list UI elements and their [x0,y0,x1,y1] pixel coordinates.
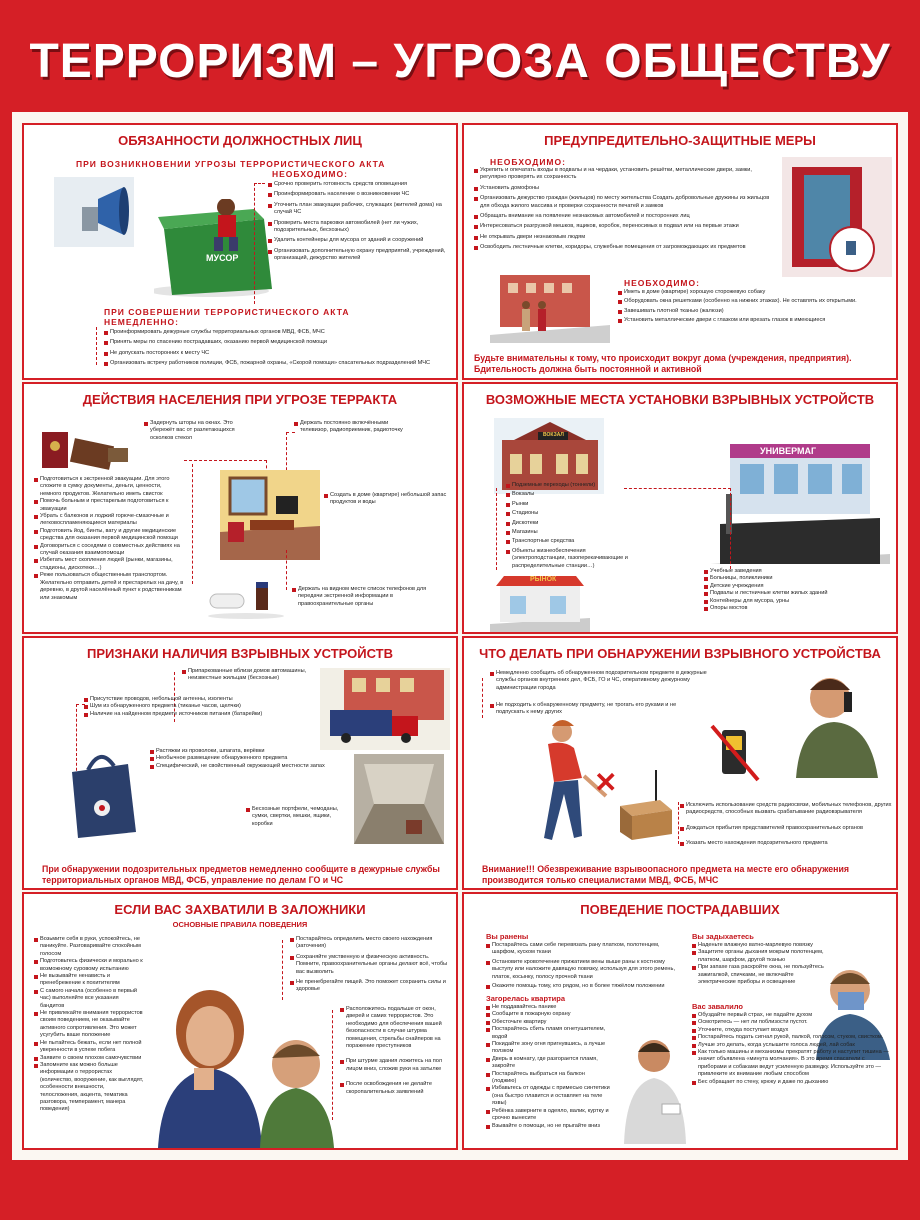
list-item: Держать постоянно включёнными телевизор, радиоприемник, радиоточку [294,420,404,435]
smoke-heading: Вы задыхаетесь [692,932,754,941]
list-item: Остановите кровотечение прижатием вены выше раны к костному выступу или наложите давящую повязку, используя для этого ремень, платок, косынку, полосу прочной ткани [486,959,682,981]
device-features [84,696,264,718]
bags-text [246,806,346,828]
necessary-label: НЕОБХОДИМО: [272,169,348,179]
list-item: Объекты жизнеобеспечения (электроподстанции, газоперекачивающие и распределительные станции…) [506,548,636,570]
list-item: Не поддавайтесь панике [486,1004,610,1011]
list-item: При запахе газа раскройте окна, не пользуйтесь зажигалкой, спичками, не включайте электрические приборы и освещение [692,964,832,986]
list-item: Убрать с балконов и лоджий горюче-смазочные и легковоспламеняющиеся материалы [34,513,184,528]
list-item: Проинформировать население о возникновении ЧС [268,191,454,198]
list-item: Избавьтесь от одежды с примесью синтетики (она быстро плавится и оставляет на теле язвы) [486,1085,610,1107]
list-item: Не допускать посторонних к месту ЧС [104,350,454,357]
list-item: Постарайтесь выбраться на балкон (лоджию) [486,1071,610,1086]
list-item: Не привлекайте внимания террористов своим поведением, не оказывайте активного сопротивления. Это может усугубить ваше положение [34,1010,144,1040]
bottom-band [12,1162,908,1208]
list-item: Постарайтесь сами себе перевязать рану платком, полотенцем, шарфом, куском ткани [486,942,682,957]
list-item: Стадионы [506,510,636,517]
list-item: Припаркованные вблизи домов автомашины, неизвестные жильцам (бесхозные) [182,668,332,683]
connector-line [286,550,317,590]
rubble-heading: Вас завалило [692,1002,743,1011]
list-item: Принять меры по спасению пострадавших, оказанию первой медицинской помощи [104,339,454,346]
list-item: Срочно проверить готовность средств оповещения [268,181,454,188]
fire-heading: Загорелась квартира [486,994,565,1003]
list-item: После освобождения не делайте скоропалительных заявлений [340,1081,454,1096]
list-item: Специфический, не свойственный окружающей местности запах [150,763,330,770]
list-item: Помочь больным и престарелым подготовиться к эвакуации [34,498,184,513]
panel-victim-behaviour [462,892,898,1150]
list-item: Интересоваться разгрузкой мешков, ящиков, коробок, переносимых в подвал или на первые этажи [474,223,774,230]
loudspeaker-illustration [54,177,134,247]
list-item: Дискотеки [506,520,636,527]
no-phone-icon [710,722,760,782]
panel-subtitle: ОСНОВНЫЕ ПРАВИЛА ПОВЕДЕНИЯ [172,920,308,929]
panel-title: ПОВЕДЕНИЕ ПОСТРАДАВШИХ [580,902,780,917]
list-item: Сохраняйте умственную и физическую активность. Помните, правоохранительные органы делают всё, чтобы вас вызволить [290,954,454,976]
list-item: Дверь в комнату, где разгорается пламя, закройте [486,1056,610,1071]
door-intercom-illustration [782,157,892,277]
hostage-items-right-top [290,936,454,994]
list-item: Уточните, откуда поступает воздух [692,1027,892,1034]
man-on-phone-illustration [786,668,886,778]
store-sign: УНИВЕРМАГ [760,446,817,456]
list-item: Осмотритесь — нет ли поблизости пустот. [692,1019,892,1026]
hostage-items-left [34,936,144,1114]
list-item: Постарайтесь сбить пламя огнетушителем, водой [486,1026,610,1041]
list-item: Немедленно сообщить об обнаруженном подозрительном предмете в дежурные службы органов внутренних дел, ФСБ, ГО и ЧС, оперативному дежурному администрации города [490,670,710,692]
panel-title: ВОЗМОЖНЫЕ МЕСТА УСТАНОВКИ ВЗРЫВНЫХ УСТРОЙСТВ [485,392,875,407]
list-item: Рынки [506,501,636,508]
list-item: Иметь в доме (квартире) хорошую сторожевую собаку [618,289,894,296]
list-item: Подготовьтесь физически и морально к возможному суровому испытанию [34,958,144,973]
list-item: Договориться с соседями о совместных действиях на случай оказания взаимопомощи [34,543,184,558]
wounded-heading: Вы ранены [486,932,529,941]
iodine-bandage-illustration [206,580,286,620]
market-sign: РЫНОК [530,576,557,583]
rubble-items [692,1012,892,1086]
cars-text [182,668,332,683]
touch-text [490,702,680,717]
department-store-illustration [710,414,890,564]
list-item: Расположитесь подальше от окон, дверей и самих террористов. Это необходимо для обеспечения вашей безопасности в случае штурма помещения, стрельбы снайперов на поражение преступников [340,1006,454,1050]
title-band [12,12,908,110]
tv-text [294,420,404,435]
list-item: Создать в доме (квартире) небольшой запас продуктов и воды [324,492,450,507]
list-item: Окажите помощь тому, кто рядом, но в более тяжёлом положении [486,983,682,990]
list-item: Проверить места парковки автомобилей (нет ли чужих, подозрительных, бесхозных) [268,220,454,235]
list-item: Наденьте влажную ватно-марлевую повязку [692,942,832,949]
list-item: Подготовить йод, бинты, вату и другие медицинские средства для оказания первой медицинской помощи [34,528,184,543]
home-items [618,289,894,325]
connector-line [332,1010,341,1120]
list-item: Не вызывайте ненависть и пренебрежение к похитителям [34,973,144,988]
list-item: Дождаться прибытия представителей правоохранительных органов [680,825,894,832]
list-item: Удалить контейнеры для мусора от зданий и сооружений [268,237,454,244]
list-item: Лучше это делать, когда услышите голоса людей, лай собак [692,1042,892,1049]
list-item: Не пренебрегайте пищей. Это поможет сохранить силы и здоровье [290,979,454,994]
list-item: Указать место нахождения подозрительного предмета [680,840,894,847]
connector-line [184,464,193,584]
list-item: Бесхозные портфели, чемоданы, сумки, свертки, мешки, ящики, коробки [246,806,346,828]
report-text [490,670,710,692]
list-item: Не открывать двери незнакомым людям [474,234,774,241]
list-item: Наличие на найденном предмете источников питания (батарейки) [84,711,264,718]
wounded-items [486,942,682,990]
list-item: Освободить лестничные клетки, коридоры, служебные помещения от загромождающих их предметов [474,244,774,251]
list-item: Исключить использование средств радиосвязи, мобильных телефонов, других радиосредств, способных вызвать срабатывание радиовзрывателя [680,802,894,817]
list-item: С самого начала (особенно в первый час) выполняйте все указания бандитов [34,988,144,1010]
wire-features [150,748,330,770]
list-item: Организовать дежурство граждан (жильцов) по месту жительства Создать добровольные дружины из жильцов для обхода жилого массива и проверки сохранности печатей и замков [474,195,774,210]
list-item: Как только машины и механизмы прекратят работу и наступит тишина — значит объявлена «минута молчания». В это время спасатели с приборами и собаками ведут усиленную разведку. Используйте это — привлеките их внимание любым способом [692,1049,892,1079]
list-item: Задернуть шторы на окнах. Это убережёт вас от разлетающихся осколков стекол [144,420,254,442]
panel-explosive-locations [462,382,898,634]
list-item: Запомните как можно больше информации о террористах (количество, вооружение, как выглядят, особенности внешности, телосложения, акцента, тематика разговора, темперамент, манера поведения) [34,1062,144,1114]
places-right [704,568,894,612]
poster-title: ТЕРРОРИЗМ – УГРОЗА ОБЩЕСТВУ [29,34,891,88]
panel-title: ПРЕДУПРЕДИТЕЛЬНО-ЗАЩИТНЫЕ МЕРЫ [544,133,816,148]
bandaged-man-illustration [614,1034,690,1144]
panel-title: ОБЯЗАННОСТИ ДОЛЖНОСТНЫХ ЛИЦ [118,133,362,148]
fire-items [486,1004,610,1130]
hostage-items-right-low [340,1006,454,1096]
list-item: Присутствие проводов, небольшой антенны, изоленты [84,696,264,703]
list-item: Сообщите в пожарную охрану [486,1011,610,1018]
list-item: Держать на видном месте список телефонов для передачи экстренной информации в правоохранительные органы [292,586,432,608]
list-item: Постарайтесь подать сигнал рукой, палкой, голосом, стуком, свистком. [692,1034,892,1041]
panel-preventive-measures [462,123,898,380]
threat-subtitle: ПРИ ВОЗНИКНОВЕНИИ УГРОЗЫ ТЕРРОРИСТИЧЕСКОГО АКТА [76,159,386,169]
station-sign: ВОКЗАЛ [543,432,564,438]
vigilance-note: Будьте внимательны к тому, что происходит вокруг дома (учреждения, предприятия). Бдительность должна быть постоянной и активной [474,353,852,374]
parked-truck-illustration [320,668,450,750]
list-item: Вокзалы [506,491,636,498]
list-item: Укрепить и опечатать входы в подвалы и на чердаки, установить решётки, металлические двери, замки, регулярно проверять их сохранность [474,167,774,182]
list-item: Бес обращает по стену, крюку и даже по дыханию [692,1079,892,1086]
list-item: Организовать дополнительную охрану предприятий, учреждений, организаций, дежурство жителей [268,248,454,263]
list-item: Организовать встречу работников полиции, ФСБ, пожарной охраны, «Скорой помощи» спасательных подразделений МЧС [104,360,454,367]
warning-cross-icon: ✕ [594,767,618,798]
list-item: Опоры мостов [704,605,894,612]
evacuation-items [34,476,184,602]
list-item: Магазины [506,529,636,536]
list-item: Необычное размещение обнаруженного предмета [150,755,330,762]
necessary-label: НЕОБХОДИМО: [490,157,566,167]
list-item: Уточнить план эвакуации рабочих, служащих (жителей дома) на случай ЧС [268,202,454,217]
list-item: Подготовиться к экстренной эвакуации. Для этого сложите в сумку документы, деньги, ценности, немного продуктов. Желательно иметь свисток [34,476,184,498]
after-find-items [680,802,894,848]
act-subtitle: ПРИ СОВЕРШЕНИИ ТЕРРОРИСТИЧЕСКОГО АКТА [104,307,350,317]
list-item: Растяжки из проволоки, шпагата, верёвки [150,748,330,755]
list-item: При штурме здания ложитесь на пол лицом вниз, сложив руки на затылке [340,1058,454,1073]
panel-population-actions [22,382,458,634]
list-item: Возьмите себя в руки, успокойтесь, не паникуйте. Разговаривайте спокойным голосом [34,936,144,958]
list-item: Защитите органы дыхания мокрым полотенцем, платком, шарфом, другой тканью [692,949,832,964]
water-text [324,492,450,507]
list-item: Взывайте о помощи, но не прыгайте вниз [486,1123,610,1130]
list-item: Постарайтесь определить место своего нахождения (заточения) [290,936,454,951]
panel-hostage-rules [22,892,458,1150]
threat-items [268,181,454,263]
connector-line [254,183,265,304]
panel-title: ЧТО ДЕЛАТЬ ПРИ ОБНАРУЖЕНИИ ВЗРЫВНОГО УСТРОЙСТВА [479,646,881,661]
list-item: Обесточьте квартиру [486,1019,610,1026]
list-item: Подвалы и лестничные клетки жилых зданий [704,590,894,597]
immediately-label: НЕМЕДЛЕННО: [104,317,179,327]
connector-line [496,488,505,570]
list-item: Контейнеры для мусора, урны [704,598,894,605]
connector-line [624,488,731,569]
panel-signs-of-explosives [22,636,458,890]
list-item: Оборудовать окна решетками (особенно на нижних этажах). Не оставлять их открытыми. [618,298,894,305]
corridor-box-illustration [354,754,444,844]
panel-title: ЕСЛИ ВАС ЗАХВАТИЛИ В ЗАЛОЖНИКИ [114,902,366,917]
list-item: Завешивать плотной тканью (жалюзи) [618,308,894,315]
list-item: Больницы, поликлиники [704,575,894,582]
list-item: Заявите о своем плохом самочувствии [34,1055,144,1062]
panel-title: ПРИЗНАКИ НАЛИЧИЯ ВЗРЫВНЫХ УСТРОЙСТВ [87,646,393,661]
room-interior-illustration [220,470,320,560]
necessary-label: НЕОБХОДИМО: [624,278,700,288]
list-item: Транспортные средства [506,538,636,545]
panel-official-duties [22,123,458,380]
list-item: Покидайте зону огня пригнувшись, а лучше ползком [486,1041,610,1056]
building-people-illustration [490,265,610,343]
curtains-text [144,420,254,442]
act-items [104,329,454,368]
suspicious-box-illustration [616,770,676,840]
list-item: Реже пользоваться общественным транспортом. Желательно отправить детей и престарелых на дачу, в деревню, в другой населённый пункт к родственникам или знакомым [34,572,184,602]
list-item: Шум из обнаруженного предмета (тиканье часов, щелчки) [84,703,264,710]
list-item: Не подходить к обнаруженному предмету, не трогать его руками и не подпускать к нему других [490,702,680,717]
container-label: МУСОР [206,253,239,263]
list-item: Ребёнка заверните в одеяло, валик, куртку и срочно вынесите [486,1108,610,1123]
list-item: Не пытайтесь бежать, если нет полной уверенности в успехе побега [34,1040,144,1055]
list-item: Детские учреждения [704,583,894,590]
list-item: Подземные переходы (тоннели) [506,482,636,489]
list-item: Установить металлические двери с глазком или врезать глазок в имеющиеся [618,317,894,324]
preventive-items [474,167,774,252]
places-left [506,482,636,570]
connector-line [282,940,291,1000]
panel-title: ДЕЙСТВИЯ НАСЕЛЕНИЯ ПРИ УГРОЗЕ ТЕРРАКТА [82,392,398,407]
list-item: Обращать внимание на появление незнакомых автомобилей и посторонних лиц [474,213,774,220]
report-note: При обнаружении подозрительных предметов немедленно сообщите в дежурные службы территориальных органов МВД, ФСБ, управление по делам ГО и ЧС [42,864,440,885]
list-item: Установить домофоны [474,185,774,192]
list-item: Обуздайте первый страх, не падайте духом [692,1012,892,1019]
suspicious-bag-illustration [64,742,144,838]
list-item: Проинформировать дежурные службы территориальных органов МВД, ФСБ, МЧС [104,329,454,336]
attention-note: Внимание!!! Обезвреживание взрывоопасного предмета на месте его обнаружения производится только специалистами МВД, ФСБ, МЧС [482,864,850,885]
list-item: Избегать мест скопления людей (рынки, магазины, стадионы, дискотеки…) [34,557,184,572]
panel-found-explosive [462,636,898,890]
list-item: Учебные заведения [704,568,894,575]
documents-wallet-illustration [42,428,132,474]
connector-line [482,678,491,718]
